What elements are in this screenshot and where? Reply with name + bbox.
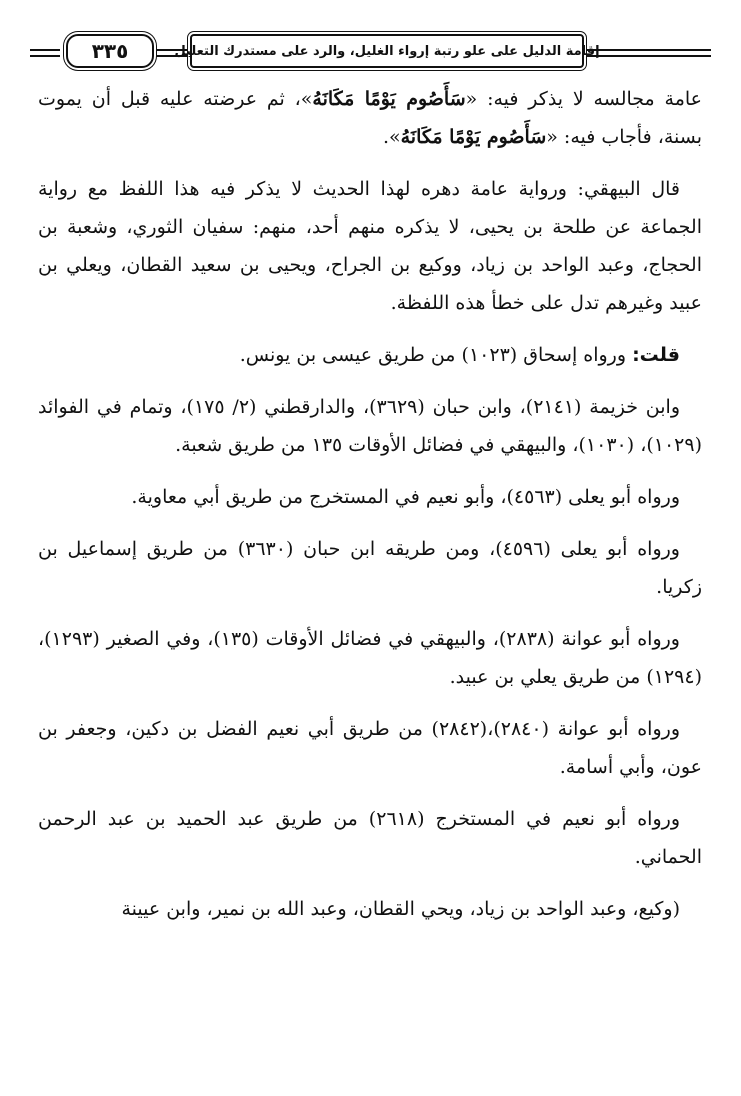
paragraph-text: عامة مجالسه لا يذكر فيه: « xyxy=(465,88,703,110)
paragraph-text: ورواه أبو يعلى (٤٥٦٣)، وأبو نعيم في المستخرج من طريق أبي معاوية. xyxy=(131,486,680,508)
header-rule-left xyxy=(30,49,60,57)
paragraph-text: (وكيع، وعبد الواحد بن زياد، ويحي القطان، وعبد الله بن نمير، وابن عيينة xyxy=(121,898,680,920)
hadith-quote: سَأَصُوم يَوْمًا مَكَانَهُ xyxy=(400,126,547,148)
paragraph xyxy=(38,890,702,928)
paragraph xyxy=(38,620,702,696)
paragraph-text: ورواه إسحاق (١٠٢٣) من طريق عيسى بن يونس. xyxy=(239,344,633,366)
paragraph-text: »، ثم عرضته عليه قبل أن يموت بسنة، فأجاب فيه: « xyxy=(38,88,702,148)
paragraph-text: ورواه أبو يعلى (٤٥٩٦)، ومن طريقه ابن حبان (٣٦٣٠) من طريق إسماعيل بن زكريا. xyxy=(38,538,702,598)
paragraph-text: ورواه أبو عوانة (٢٨٤٠)،(٢٨٤٢) من طريق أبي نعيم الفضل بن دكين، وجعفر بن عون، وأبي أسامة. xyxy=(38,718,702,778)
paragraph-text: قال البيهقي: ورواية عامة دهره لهذا الحديث لا يذكر فيه هذا اللفظ مع رواية الجماعة عن طلحة بن يحيى، لا يذكره منهم أحد، منهم: سفيان الثوري، وشعبة بن الحجاج، وعبد الواحد بن زياد، ووكيع بن الجراح، ويحيى بن سعيد القطان، ويعلي بن عبيد وغيرهم تدل على خطأ هذه اللفظة. xyxy=(38,178,702,314)
paragraph xyxy=(38,530,702,606)
paragraph-text: ورواه أبو نعيم في المستخرج (٢٦١٨) من طريق عبد الحميد بن عبد الرحمن الحماني. xyxy=(38,808,702,868)
page-header xyxy=(30,32,711,72)
paragraph xyxy=(38,478,702,516)
paragraph xyxy=(38,80,702,156)
document-body xyxy=(38,80,702,942)
book-title: إقامة الدليل على علو رتبة إرواء الغليل، والرد على مستدرك التعليل xyxy=(190,34,584,68)
paragraph xyxy=(38,336,702,374)
note-label: قلت: xyxy=(632,344,680,366)
hadith-quote: سَأَصُوم يَوْمًا مَكَانَهُ xyxy=(312,88,466,110)
paragraph-text: ». xyxy=(382,126,401,148)
paragraph xyxy=(38,800,702,876)
page-number: ٣٣٥ xyxy=(66,34,154,68)
paragraph xyxy=(38,388,702,464)
paragraph xyxy=(38,170,702,322)
paragraph-text: وابن خزيمة (٢١٤١)، وابن حبان (٣٦٢٩)، والدارقطني (٢/ ١٧٥)، وتمام في الفوائد (١٠٢٩)، (١٠٣٠)، والبيهقي في فضائل الأوقات ١٣٥ من طريق شعبة. xyxy=(38,396,702,456)
paragraph-text: ورواه أبو عوانة (٢٨٣٨)، والبيهقي في فضائل الأوقات (١٣٥)، وفي الصغير (١٢٩٣)، (١٢٩٤) من طريق يعلي بن عبيد. xyxy=(38,628,702,688)
paragraph xyxy=(38,710,702,786)
